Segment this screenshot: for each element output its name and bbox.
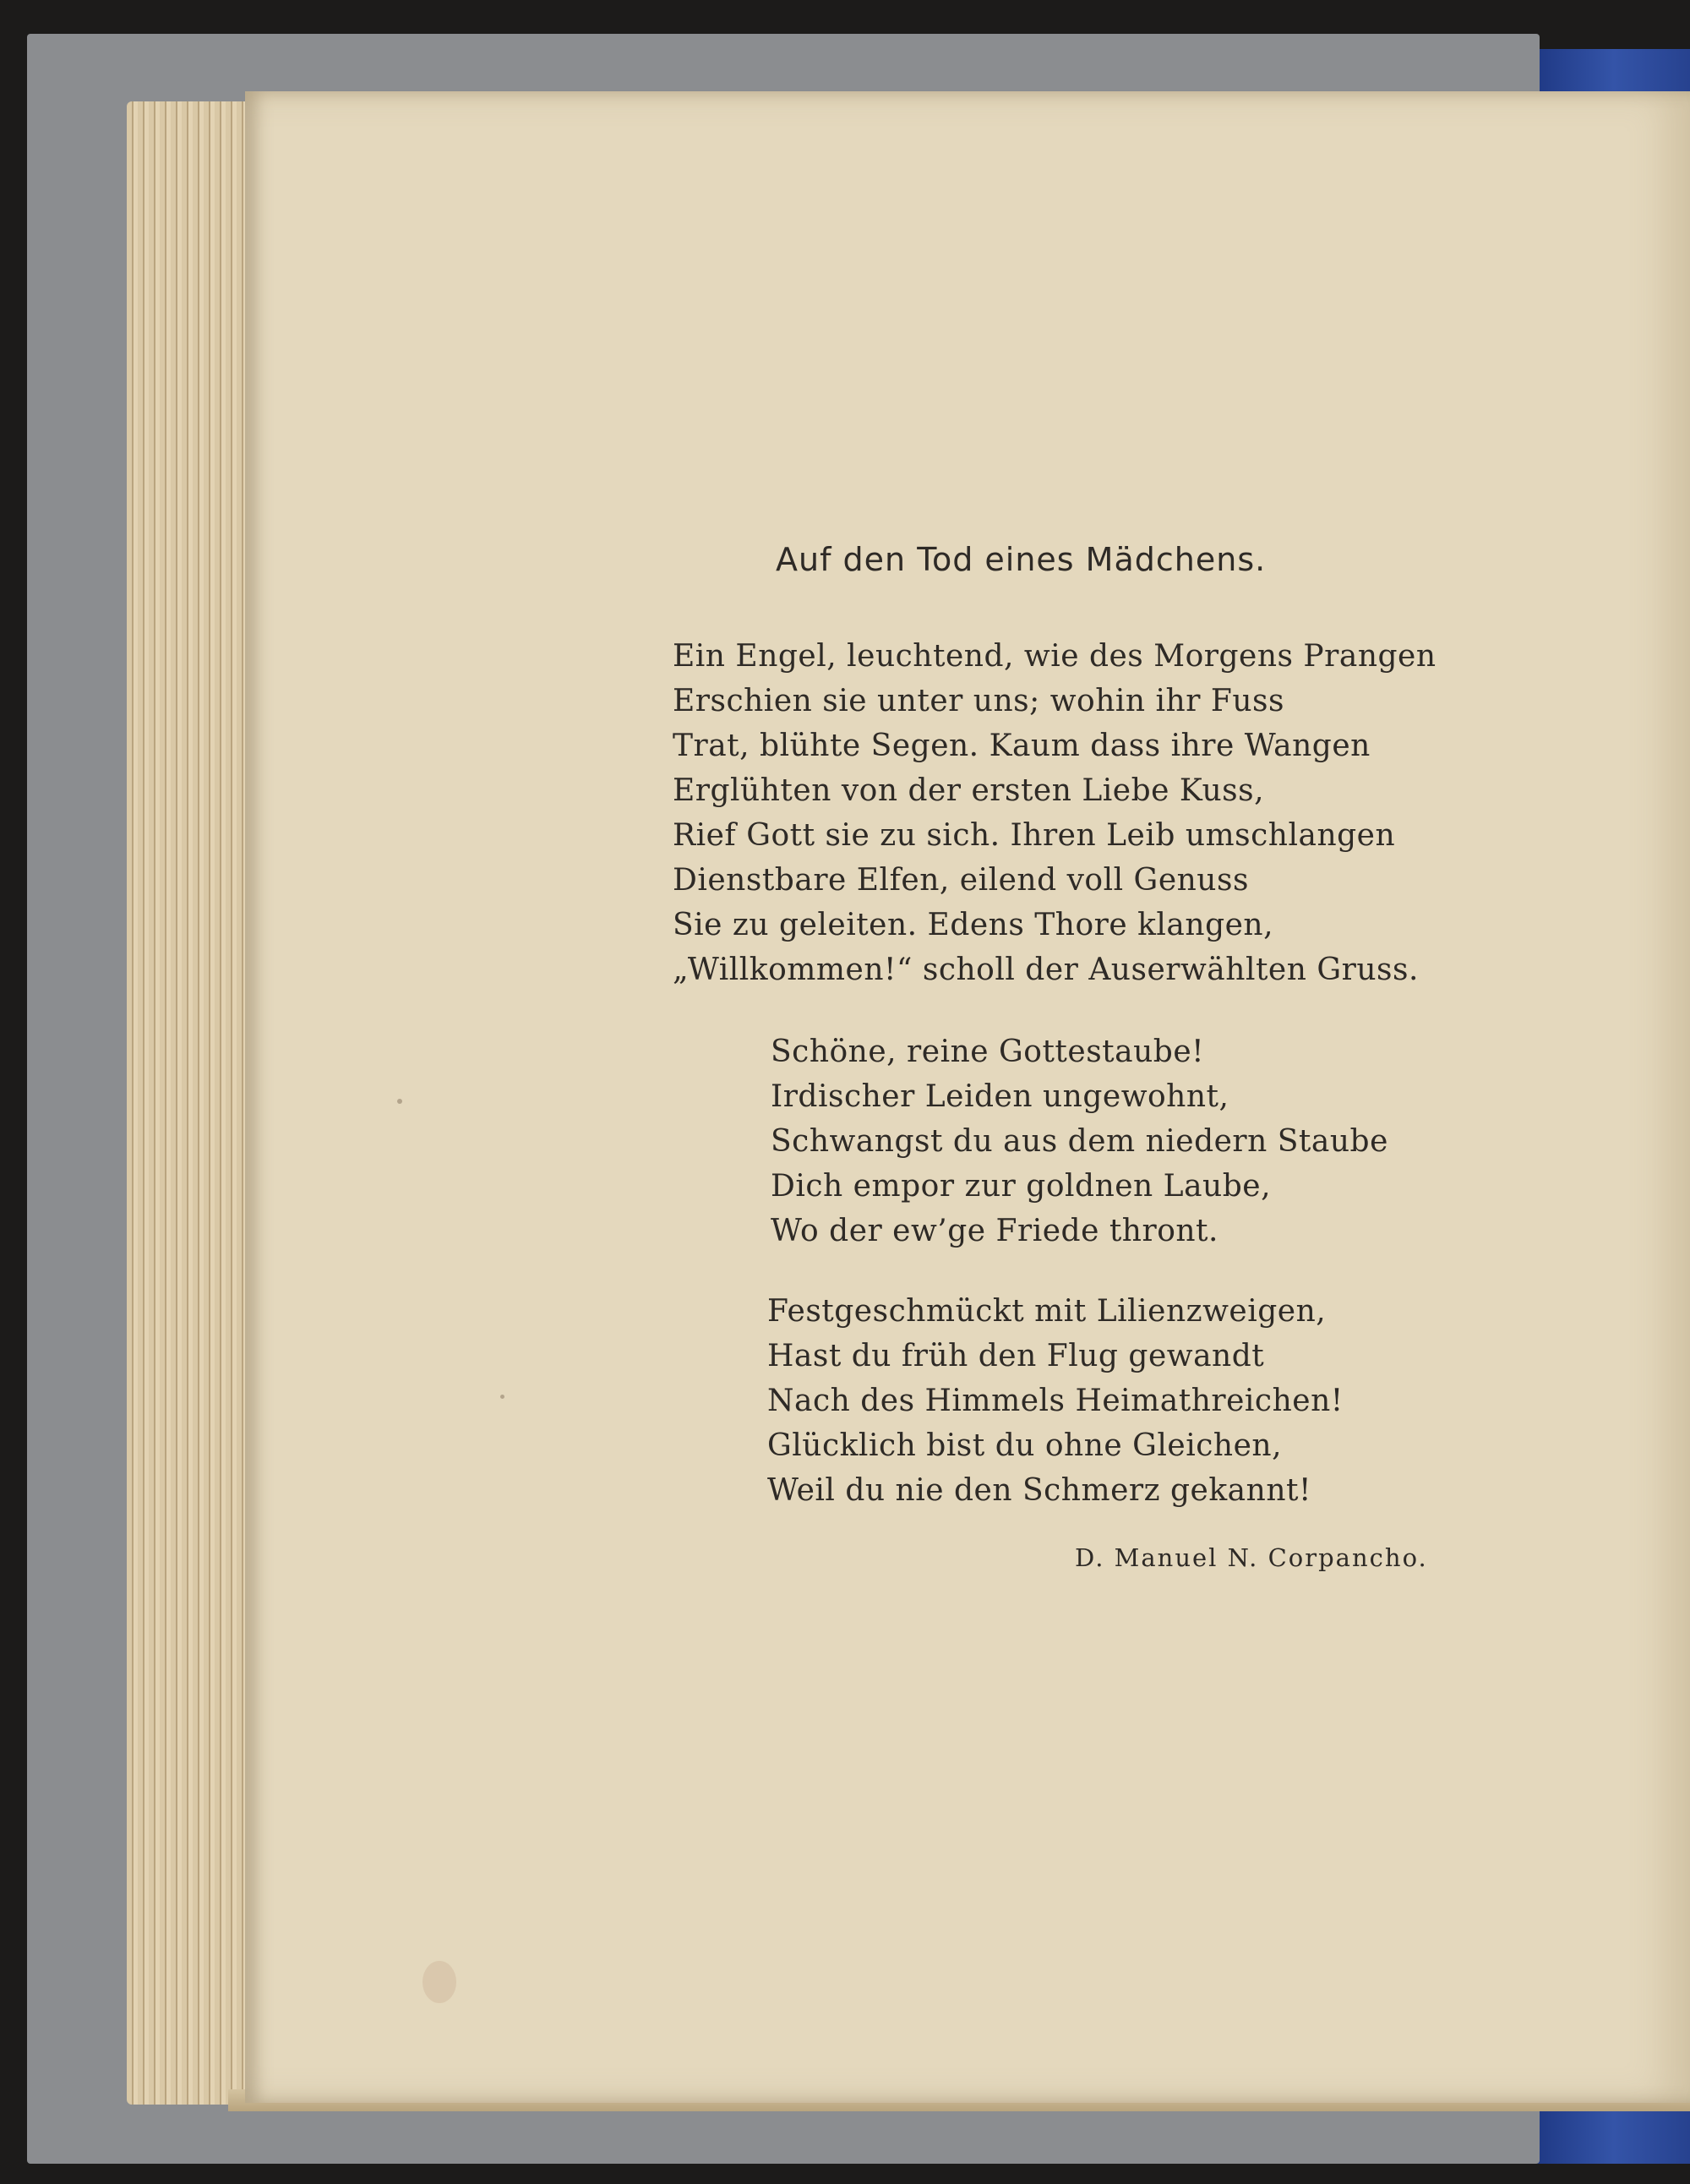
poem-line: Wo der ew’ge Friede thront. <box>771 1214 1218 1248</box>
poem-line: Sie zu geleiten. Edens Thore klangen, <box>673 908 1274 942</box>
paper-foxing <box>422 1961 456 2003</box>
paper-speck <box>500 1395 504 1399</box>
poem-line: Trat, blühte Segen. Kaum dass ihre Wangen <box>673 729 1371 763</box>
poem-title: Auf den Tod eines Mädchens. <box>776 541 1267 578</box>
poem-line: Glücklich bist du ohne Gleichen, <box>767 1428 1283 1463</box>
poem-line: Schöne, reine Gottestaube! <box>771 1035 1205 1069</box>
stanza-1 <box>673 634 1436 992</box>
binding-cloth-bottom <box>1538 2105 1690 2164</box>
poem-line: Hast du früh den Flug gewandt <box>767 1339 1265 1373</box>
poem-line: Ein Engel, leuchtend, wie des Morgens Prangen <box>673 639 1436 674</box>
poem-line: Erschien sie unter uns; wohin ihr Fuss <box>673 684 1284 718</box>
page-edges <box>127 101 262 2105</box>
poem-line: Irdischer Leiden ungewohnt, <box>771 1079 1229 1114</box>
stanza-3 <box>767 1289 1344 1513</box>
paper-speck <box>397 1099 402 1104</box>
poem-line: Dienstbare Elfen, eilend voll Genuss <box>673 863 1249 898</box>
poem-author: D. Manuel N. Corpancho. <box>1075 1543 1428 1572</box>
poem-line: Schwangst du aus dem niedern Staube <box>771 1124 1388 1159</box>
poem-line: Festgeschmückt mit Lilienzweigen, <box>767 1294 1327 1329</box>
poem-line: Erglühten von der ersten Liebe Kuss, <box>673 773 1265 808</box>
poem-line: Rief Gott sie zu sich. Ihren Leib umschlangen <box>673 818 1396 853</box>
poem-line: Nach des Himmels Heimathreichen! <box>767 1384 1344 1418</box>
poem-line: Weil du nie den Schmerz gekannt! <box>767 1473 1311 1508</box>
poem-line: „Willkommen!“ scholl der Auserwählten Gruss. <box>673 953 1419 987</box>
stanza-2 <box>771 1029 1388 1253</box>
poem-line: Dich empor zur goldnen Laube, <box>771 1169 1272 1204</box>
